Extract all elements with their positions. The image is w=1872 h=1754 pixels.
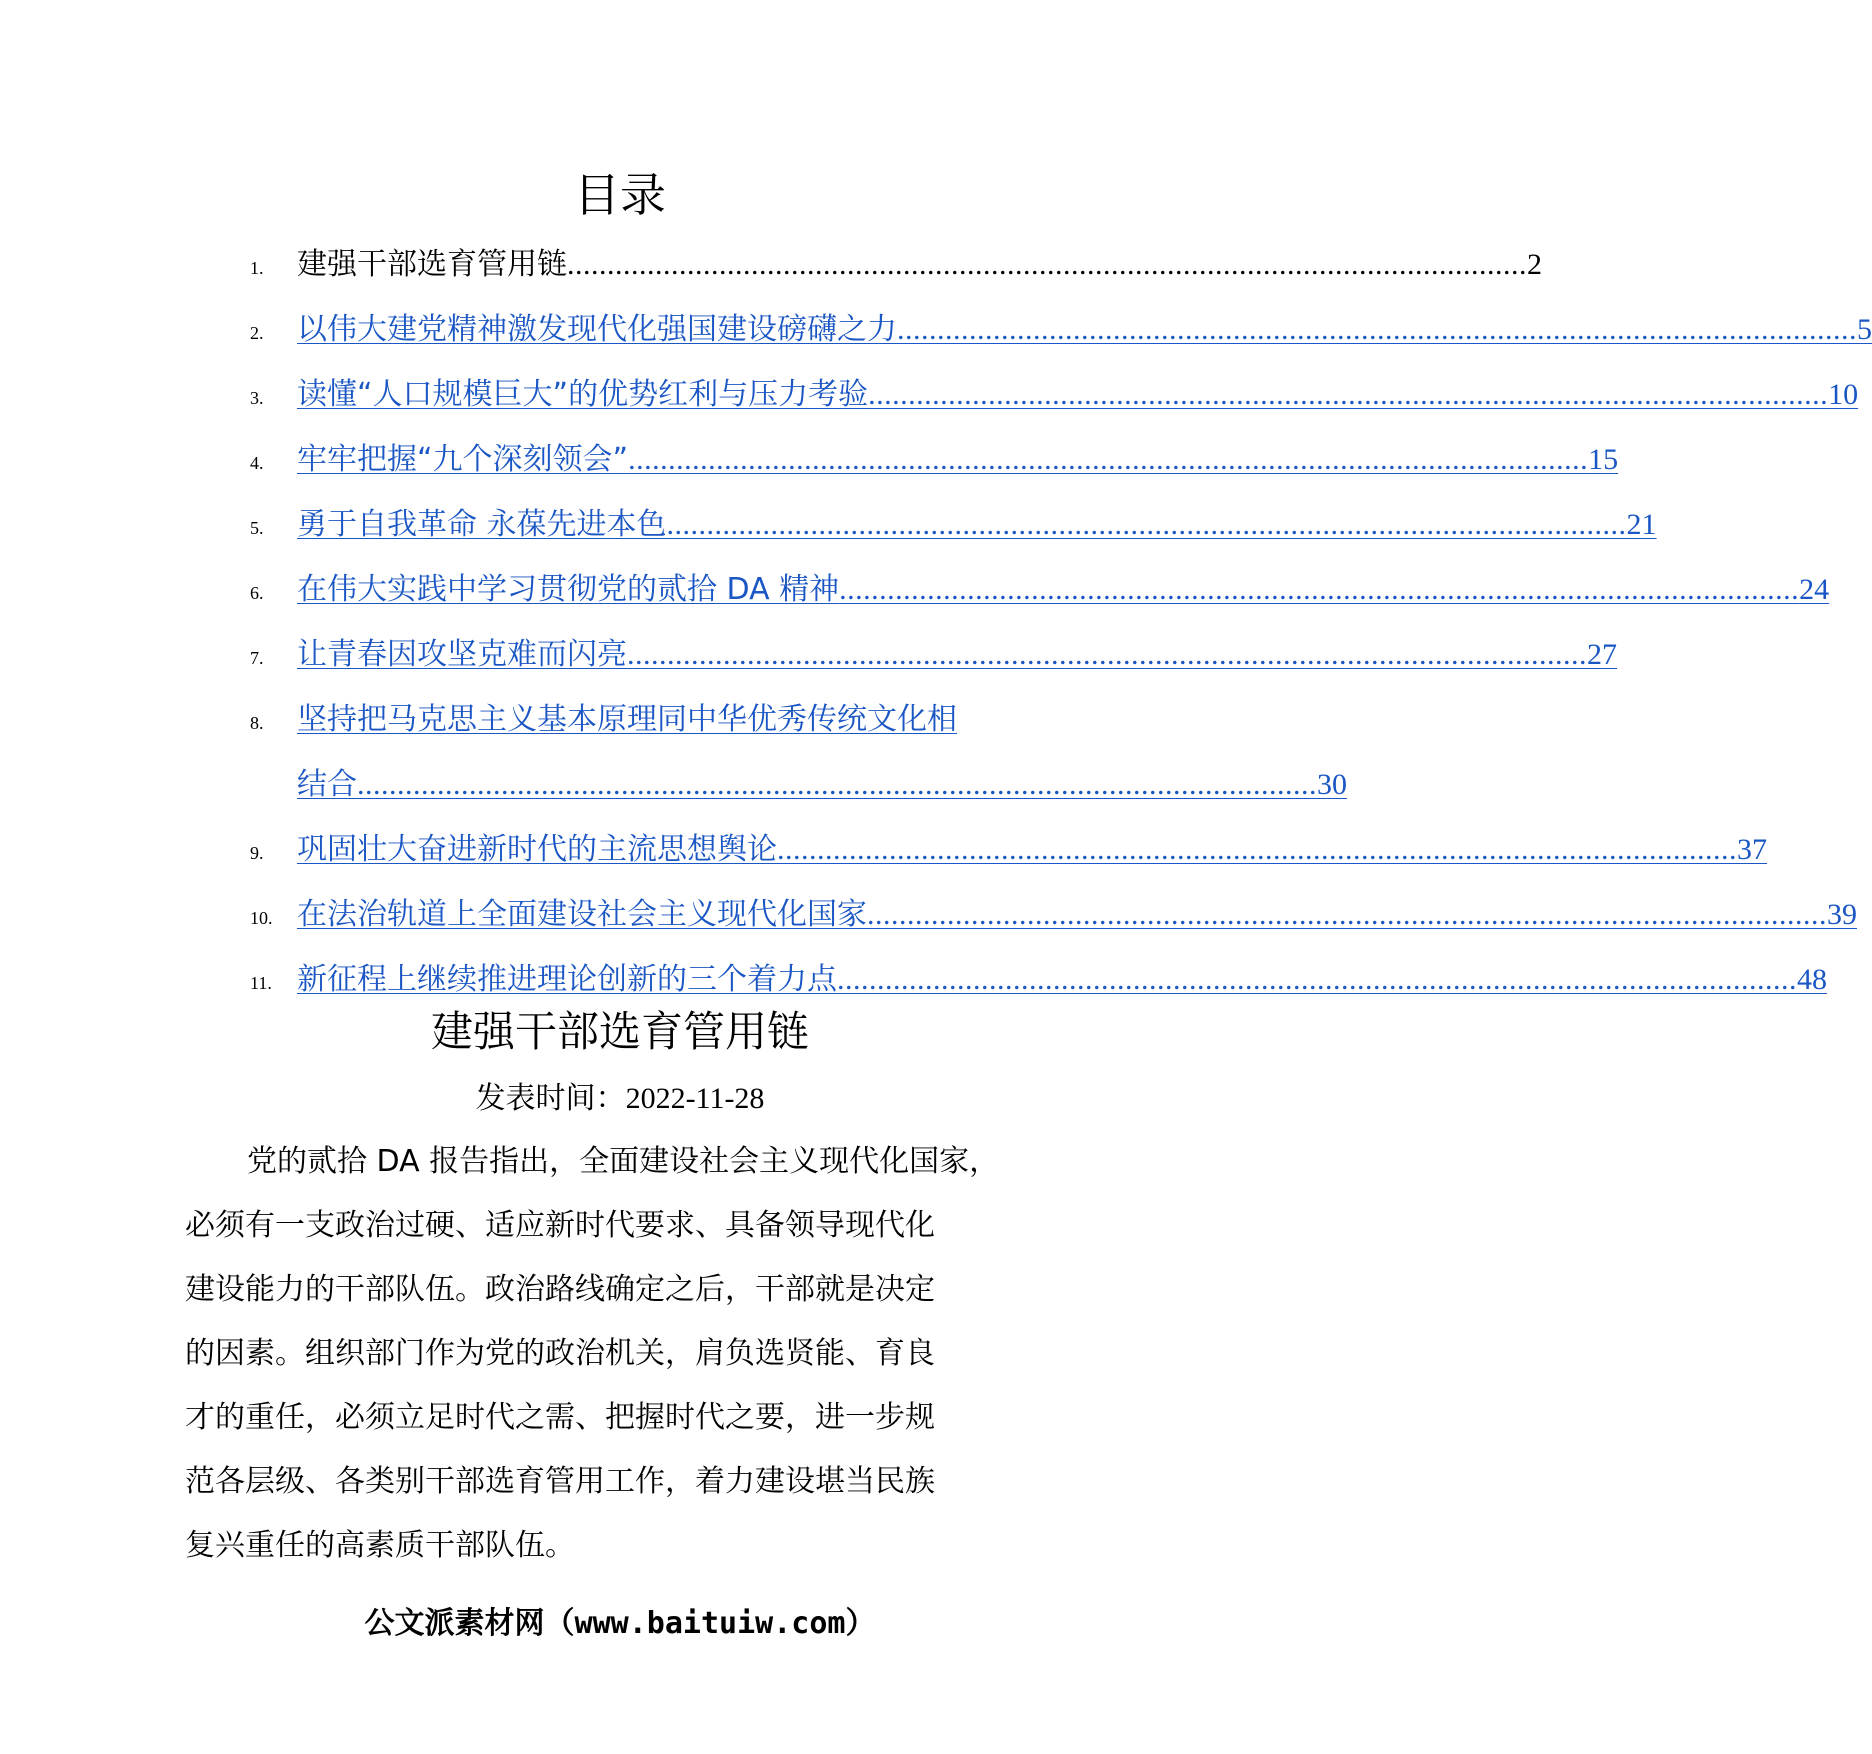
footer-site-name: 公文派素材网: [364, 1606, 545, 1641]
toc-entry-page[interactable]: 30: [1317, 768, 1347, 801]
toc-entry-number: 10.: [250, 908, 273, 928]
toc-leader-dots: ........................................................................................................................: [839, 573, 1800, 606]
toc-entry-page[interactable]: 37: [1737, 833, 1767, 866]
toc-leader-dots: ........................................................................................................................: [567, 248, 1527, 281]
toc-entry-title: 建强干部选育管用链: [297, 247, 567, 282]
toc-entry-number: 1.: [250, 258, 264, 278]
toc-entry-title[interactable]: 让青春因攻坚克难而闪亮: [297, 637, 627, 672]
table-of-contents: [250, 232, 1872, 1012]
toc-entry-link[interactable]: [250, 882, 1857, 947]
toc-entry-continuation[interactable]: [250, 752, 1347, 817]
footer-url: （www.baituiw.com）: [544, 1606, 876, 1641]
toc-entry-title[interactable]: 以伟大建党精神激发现代化强国建设磅礴之力: [297, 312, 897, 347]
toc-entry-link[interactable]: [250, 492, 1657, 557]
toc-entry-title-continued[interactable]: 结合: [297, 767, 357, 802]
toc-entry-number: 9.: [250, 843, 264, 863]
body-line: 建设能力的干部队伍。政治路线确定之后，干部就是决定: [185, 1272, 935, 1307]
body-line: 范各层级、各类别干部选育管用工作，着力建设堪当民族: [185, 1464, 935, 1499]
toc-entry-number: 5.: [250, 518, 264, 538]
toc-entry-link[interactable]: [250, 817, 1767, 882]
toc-entry-page[interactable]: 5: [1857, 313, 1872, 346]
toc-entry-page[interactable]: 27: [1587, 638, 1617, 671]
toc-title: 目录: [574, 168, 666, 222]
toc-entry-number: 11.: [250, 973, 272, 993]
toc-entry-number: 8.: [250, 713, 264, 733]
body-line: 党的贰拾 DA 报告指出，全面建设社会主义现代化国家，: [247, 1144, 1000, 1179]
toc-leader-dots: ........................................................................................................................: [867, 898, 1827, 931]
body-line: 复兴重任的高素质干部队伍。: [185, 1528, 575, 1563]
toc-entry-title[interactable]: 勇于自我革命 永葆先进本色: [297, 507, 667, 542]
toc-entry-link[interactable]: [250, 362, 1859, 427]
toc-entry-link[interactable]: [250, 297, 1872, 362]
toc-entry-page[interactable]: 48: [1797, 963, 1827, 996]
body-line: 必须有一支政治过硬、适应新时代要求、具备领导现代化: [185, 1208, 935, 1243]
toc-entry-link[interactable]: [250, 557, 1830, 622]
toc-entry-link[interactable]: [250, 427, 1619, 492]
toc-entry-title[interactable]: 新征程上继续推进理论创新的三个着力点: [297, 962, 837, 997]
toc-entry-number: 4.: [250, 453, 264, 473]
date-value: 2022-11-28: [625, 1082, 765, 1115]
toc-entry-number: 7.: [250, 648, 264, 668]
toc-entry-title[interactable]: 牢牢把握“九个深刻领会”: [297, 442, 629, 477]
date-label: 发表时间：: [475, 1081, 626, 1116]
footer-watermark: [0, 1600, 1240, 1648]
article-body: [185, 1130, 1085, 1578]
toc-entry-number: 2.: [250, 323, 264, 343]
toc-leader-dots: ........................................................................................................................: [897, 313, 1857, 346]
article-date: [0, 1075, 1240, 1123]
toc-leader-dots: ........................................................................................................................: [837, 963, 1797, 996]
toc-entry-page[interactable]: 21: [1626, 508, 1657, 541]
toc-leader-dots: ........................................................................................................................: [628, 443, 1589, 476]
toc-entry-title[interactable]: 坚持把马克思主义基本原理同中华优秀传统文化相: [297, 702, 957, 737]
toc-entry-page[interactable]: 15: [1588, 443, 1619, 476]
toc-entry-link[interactable]: [250, 687, 1052, 752]
toc-entry-title[interactable]: 读懂“人口规模巨大”的优势红利与压力考验: [297, 377, 869, 412]
article-title: 建强干部选育管用链: [430, 1007, 809, 1056]
toc-entry-page[interactable]: 24: [1799, 573, 1830, 606]
toc-leader-dots: ........................................................................................................................: [777, 833, 1737, 866]
toc-leader-dots: ........................................................................................................................: [357, 768, 1317, 801]
toc-leader-dots: ........................................................................................................................: [666, 508, 1627, 541]
toc-entry-number: 6.: [250, 583, 264, 603]
toc-leader-dots: ........................................................................................................................: [627, 638, 1587, 671]
toc-entry-page: 2: [1527, 248, 1542, 281]
toc-entry-title[interactable]: 在伟大实践中学习贯彻党的贰拾 DA 精神: [297, 572, 840, 607]
toc-entry-title[interactable]: 在法治轨道上全面建设社会主义现代化国家: [297, 897, 867, 932]
body-line: 才的重任，必须立足时代之需、把握时代之要，进一步规: [185, 1400, 935, 1435]
toc-entry-page[interactable]: 10: [1828, 378, 1859, 411]
body-line: 的因素。组织部门作为党的政治机关，肩负选贤能、育良: [185, 1336, 935, 1371]
toc-entry[interactable]: [250, 232, 1542, 297]
toc-entry-page[interactable]: 39: [1827, 898, 1857, 931]
toc-entry-title[interactable]: 巩固壮大奋进新时代的主流思想舆论: [297, 832, 777, 867]
toc-entry-number: 3.: [250, 388, 264, 408]
toc-entry-link[interactable]: [250, 622, 1617, 687]
toc-leader-dots: ........................................................................................................................: [868, 378, 1829, 411]
